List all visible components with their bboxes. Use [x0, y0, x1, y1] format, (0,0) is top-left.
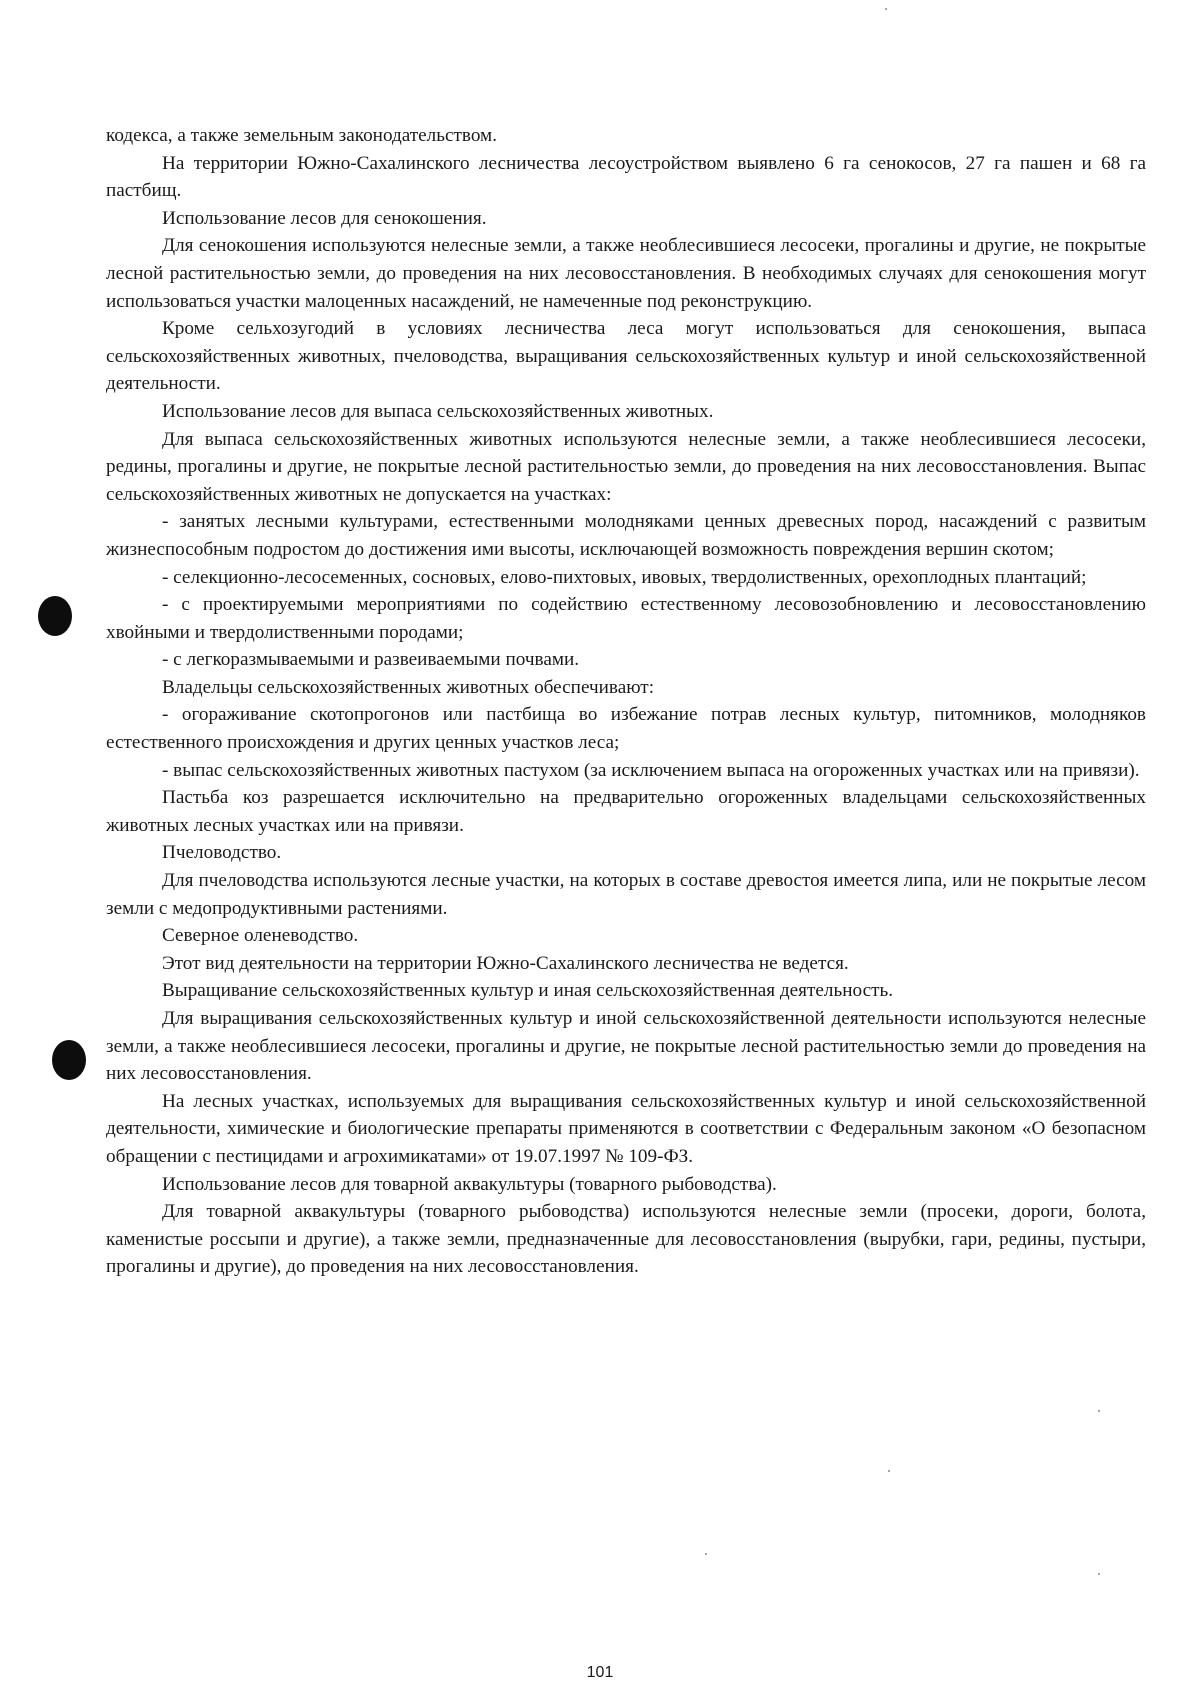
list-item: - занятых лесными культурами, естественными молодняками ценных древесных пород, насаждений с развитым жизнеспособным подростом до достижения ими высоты, исключающей возможность повреждения вершин скотом; [106, 511, 1146, 560]
punch-hole-bottom [52, 1040, 86, 1080]
scan-speck [705, 1553, 707, 1555]
section-heading: Использование лесов для сенокошения. [162, 207, 487, 229]
paragraph: Пастьба коз разрешается исключительно на предварительно огороженных владельцами сельскохозяйственных животных лесных участках или на привязи. [106, 787, 1146, 836]
paragraph: Этот вид деятельности на территории Южно-Сахалинского лесничества не ведется. [162, 952, 849, 974]
list-item: - выпас сельскохозяйственных животных пастухом (за исключением выпаса на огороженных участках или на привязи). [162, 759, 1140, 781]
section-heading: Выращивание сельскохозяйственных культур и иная сельскохозяйственная деятельность. [162, 980, 894, 1002]
scan-speck [888, 1470, 890, 1472]
paragraph: Владельцы сельскохозяйственных животных обеспечивают: [162, 676, 655, 698]
section-heading: Северное оленеводство. [162, 925, 359, 947]
paragraph: Для выращивания сельскохозяйственных культур и иной сельскохозяйственной деятельности используются нелесные земли, а также необлесившиеся лесосеки, прогалины и другие, не покрытые лесной растительностью земли до проведения на них лесовосстановления. [106, 1008, 1146, 1085]
scan-speck [885, 8, 887, 10]
paragraph: Для выпаса сельскохозяйственных животных используются нелесные земли, а также необлесившиеся лесосеки, редины, прогалины и другие, не покрытые лесной растительностью земли, до проведения на них лесовосстановления. Выпас сельскохозяйственных животных не допускается на участках: [106, 428, 1146, 505]
paragraph: На лесных участках, используемых для выращивания сельскохозяйственных культур и иной сельскохозяйственной деятельности, химические и биологические препараты применяются в соответствии с Федеральным законом «О безопасном обращении с пестицидами и агрохимикатами» от 19.07.1997 № 109-ФЗ. [106, 1090, 1146, 1167]
paragraph: Для сенокошения используются нелесные земли, а также необлесившиеся лесосеки, прогалины и другие, не покрытые лесной растительностью земли, до проведения на них лесовосстановления. В необходимых случаях для сенокошения могут использоваться участки малоценных насаждений, не намеченные под реконструкцию. [106, 235, 1146, 312]
section-heading: Пчеловодство. [162, 842, 282, 864]
punch-hole-top [38, 596, 72, 636]
paragraph: Кроме сельхозугодий в условиях лесничества леса могут использоваться для сенокошения, выпаса сельскохозяйственных животных, пчеловодства, выращивания сельскохозяйственных культур и иной сельскохозяйственной деятельности. [106, 318, 1146, 395]
scan-speck [1098, 1410, 1100, 1412]
list-item: - с проектируемыми мероприятиями по содействию естественному лесовозобновлению и лесовосстановлению хвойными и твердолиственными породами; [106, 594, 1146, 643]
paragraph: На территории Южно-Сахалинского лесничества лесоустройством выявлено 6 га сенокосов, 27 га пашен и 68 га пастбищ. [106, 152, 1146, 202]
document-body [106, 122, 1146, 1281]
paragraph: Для товарной аквакультуры (товарного рыбоводства) используются нелесные земли (просеки, дороги, болота, каменистые россыпи и другие), а также земли, предназначенные для лесовосстановления (вырубки, гари, редины, пустыри, прогалины и другие), до проведения на них лесовосстановления. [106, 1201, 1146, 1278]
section-heading: Использование лесов для выпаса сельскохозяйственных животных. [162, 400, 714, 422]
paragraph: Для пчеловодства используются лесные участки, на которых в составе древостоя имеется липа, или не покрытые лесом земли с медопродуктивными растениями. [106, 870, 1146, 919]
paragraph: кодекса, а также земельным законодательством. [106, 125, 497, 146]
scan-speck [1098, 1573, 1100, 1575]
list-item: - селекционно-лесосеменных, сосновых, елово-пихтовых, ивовых, твердолиственных, орехоплодных плантаций; [162, 566, 1087, 588]
list-item: - с легкоразмываемыми и развеиваемыми почвами. [162, 649, 580, 671]
list-item: - огораживание скотопрогонов или пастбища во избежание потрав лесных культур, питомников, молодняков естественного происхождения и других ценных участков леса; [106, 704, 1146, 754]
section-heading: Использование лесов для товарной аквакультуры (товарного рыбоводства). [162, 1173, 777, 1195]
page-number: 101 [586, 1664, 614, 1681]
